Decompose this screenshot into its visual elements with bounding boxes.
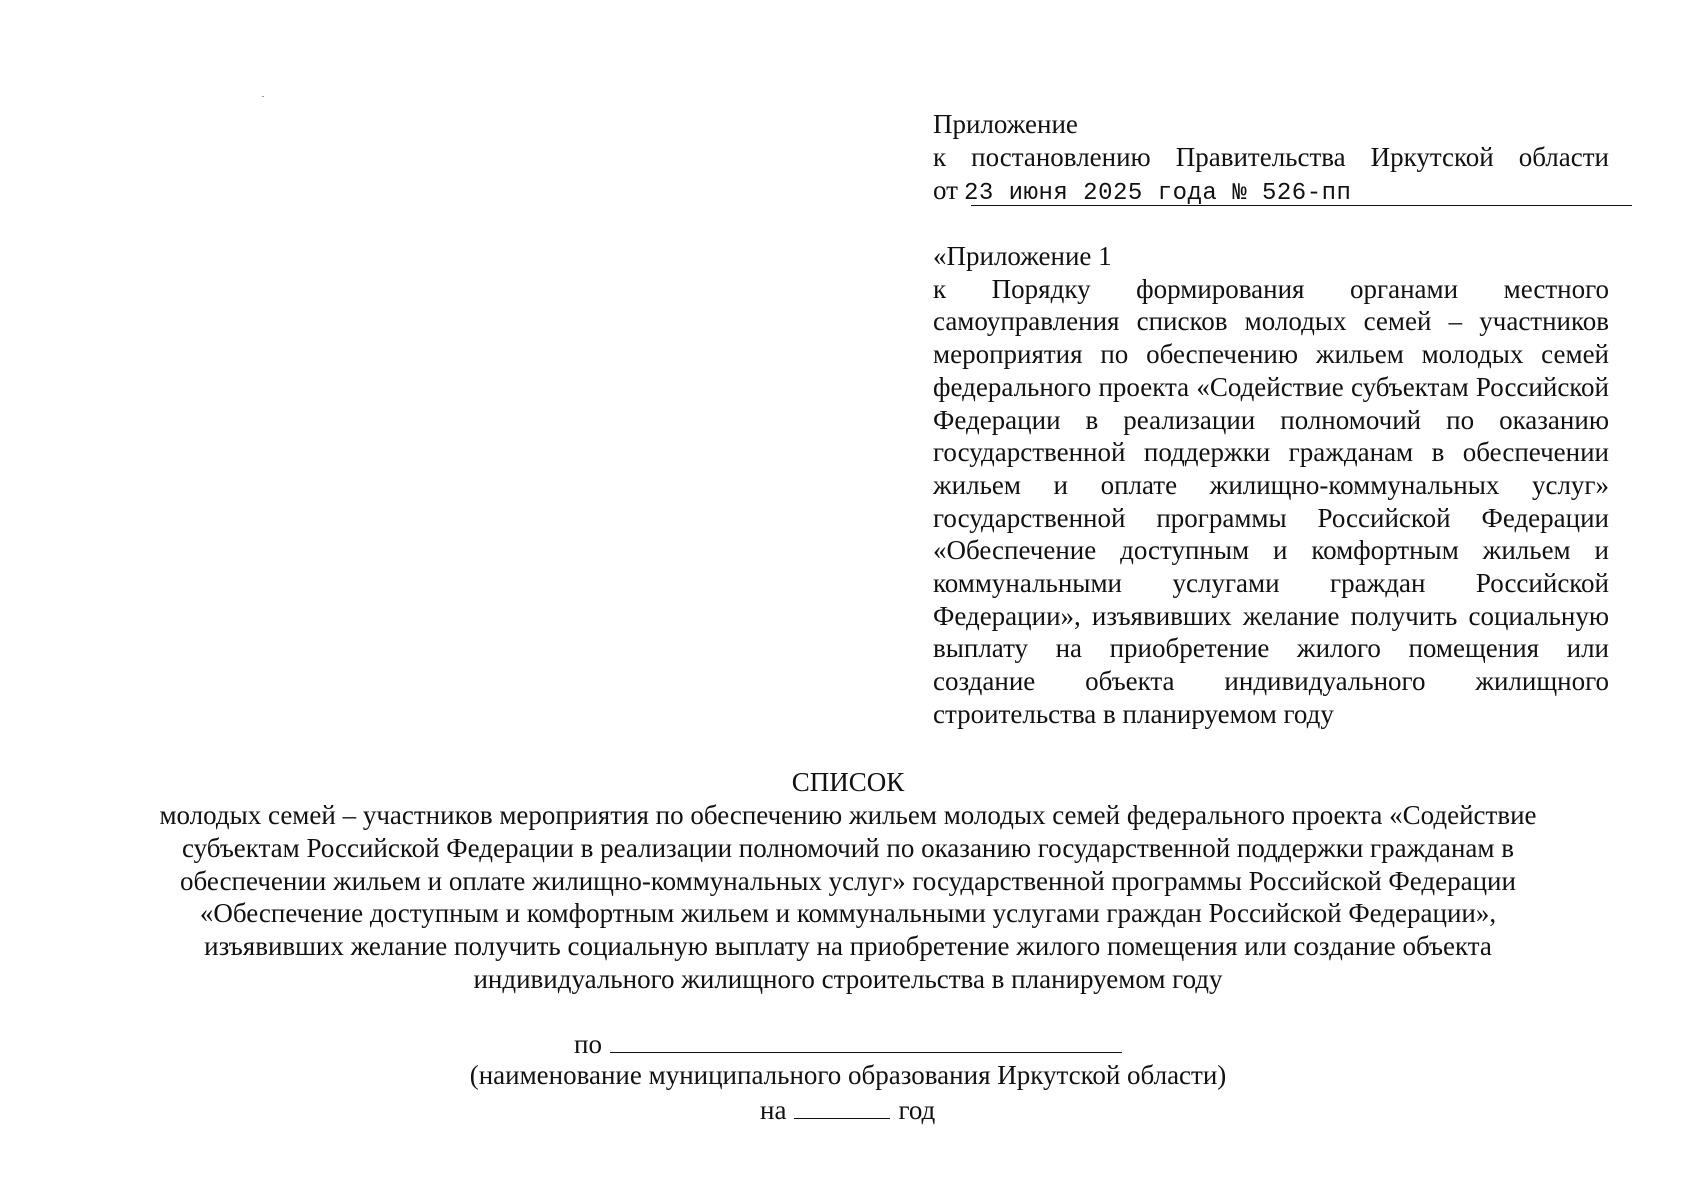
list-description-line: изъявивших желание получить социальную выплату на приобретение жилого помещения или создание объекта (204, 931, 1492, 962)
approval-heading: Приложение (933, 109, 1078, 139)
approval-date-row (933, 174, 1609, 210)
year-label: год (898, 1095, 936, 1125)
year-row (760, 1092, 935, 1127)
approval-resolution-line: к постановлению Правительства Иркутской области (933, 142, 1609, 172)
year-blank-line (794, 1092, 890, 1119)
list-description-line: субъектам Российской Федерации в реализации полномочий по оказанию государственной поддержки гражданам в (182, 832, 1514, 863)
date-underline (971, 205, 1632, 206)
list-title: СПИСОК (791, 767, 905, 797)
appendix-block (933, 240, 1609, 731)
list-description-line: индивидуального жилищного строительства в планируемом году (473, 963, 1223, 994)
po-label: по (574, 1029, 602, 1059)
list-description-line: молодых семей – участников мероприятия по обеспечению жильем молодых семей федерального проекта «Содействие (159, 800, 1537, 830)
date-prefix: от (933, 175, 958, 205)
appendix-title: «Приложение 1 (933, 241, 1112, 271)
na-label: на (760, 1095, 787, 1125)
scan-speck (262, 96, 264, 97)
list-description-line: обеспечении жильем и оплате жилищно-коммунальных услуг» государственной программы Российской Федерации (180, 865, 1516, 896)
list-description (100, 799, 1596, 996)
municipality-row (574, 1026, 1122, 1061)
municipality-caption: (наименование муниципального образования Иркутской области) (469, 1060, 1227, 1090)
appendix-text: к Порядку формирования органами местного самоуправления списков молодых семей – участников мероприятия по обеспечению жильем молодых семей федерального проекта «Содействие субъектам Российской Федерации в реализации полномочий по оказанию государственной поддержки гражданам в обеспечении жильем и оплате жилищно-коммунальных услуг» государственной программы Российской Федерации «Обеспечение доступным и комфортным жильем и коммунальными услугами граждан Российской Федерации», изъявивших желание получить социальную выплату на приобретение жилого помещения или создание объекта индивидуального жилищного строительства в планируемом году (933, 273, 1609, 729)
approval-block (933, 108, 1609, 210)
list-description-line: «Обеспечение доступным и комфортным жильем и коммунальными услугами граждан Российской Федерации», (199, 898, 1497, 929)
resolution-date-number: 23 июня 2025 года № 526-пп (963, 180, 1352, 207)
municipality-blank-line (610, 1026, 1122, 1053)
